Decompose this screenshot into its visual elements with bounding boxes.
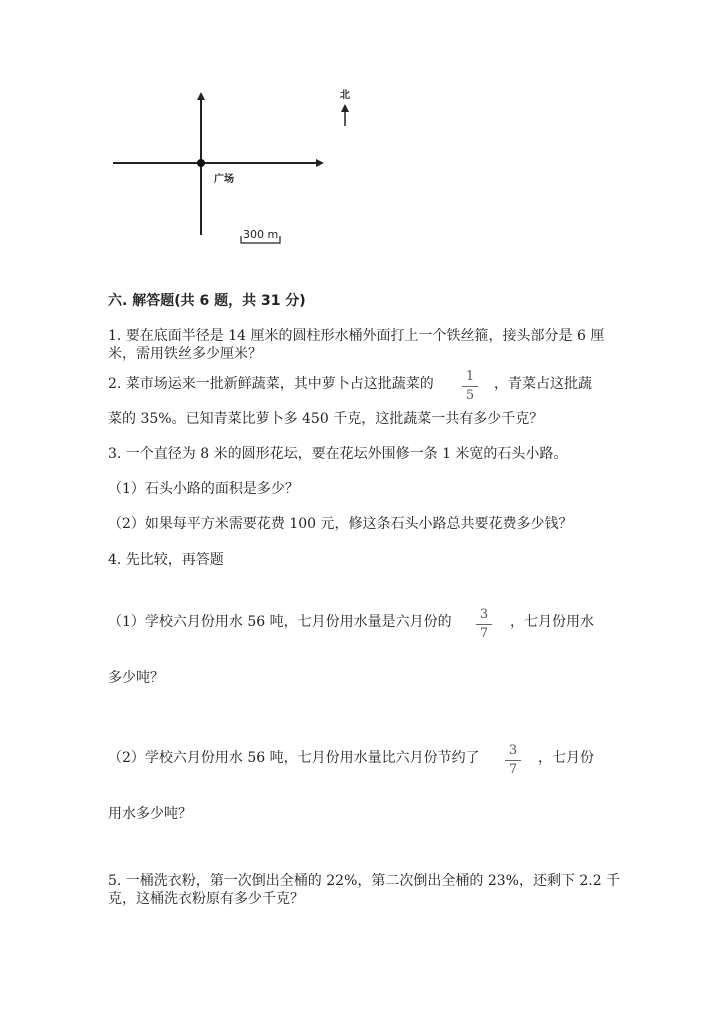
question-4-sub-2-after: ，七月份 [538, 750, 594, 766]
fraction-bar [476, 624, 492, 625]
fraction-numerator: 1 [465, 369, 475, 384]
question-4-title: 4. 先比较，再答题 [108, 552, 224, 568]
fraction-bar [505, 760, 521, 761]
plaza-point [197, 159, 205, 167]
question-2-fraction [462, 370, 478, 403]
fraction-denominator: 7 [479, 626, 489, 641]
question-3-sub-2: （2）如果每平方米需要花费 100 元，修这条石头小路总共要花费多少钱？ [108, 516, 573, 532]
question-2-line-1-after: ，青菜占这批蔬 [494, 376, 592, 392]
section-title: 六. 解答题(共 6 题，共 31 分) [108, 293, 306, 309]
question-4-sub-2-fraction [505, 744, 521, 777]
question-4-sub-2-line-2: 用水多少吨？ [108, 806, 192, 822]
question-3-sub-1: （1）石头小路的面积是多少？ [108, 481, 299, 497]
north-label: 北 [340, 90, 350, 101]
fraction-numerator: 3 [479, 607, 489, 622]
question-1-line-1: 1. 要在底面半径是 14 厘米的圆柱形水桶外面打上一个铁丝箍，接头部分是 6 厘 [108, 328, 605, 344]
map-diagram [0, 0, 720, 260]
plaza-label: 广场 [214, 174, 234, 185]
question-5-line-2: 克，这桶洗衣粉原有多少千克？ [108, 891, 304, 907]
question-4-sub-2-before: （2）学校六月份用水 56 吨，七月份用水量比六月份节约了 [108, 750, 480, 766]
question-3-line-1: 3. 一个直径为 8 米的圆形花坛，要在花坛外围修一条 1 米宽的石头小路。 [108, 446, 568, 462]
question-4-sub-1-fraction [476, 608, 492, 641]
fraction-bar [462, 386, 478, 387]
question-4-sub-1-line-2: 多少吨？ [108, 670, 164, 686]
question-4-sub-1-after: ，七月份用水 [510, 614, 594, 630]
scale-label: 300 m [243, 228, 279, 241]
fraction-denominator: 5 [465, 388, 475, 403]
fraction-denominator: 7 [508, 762, 518, 777]
question-2-line-2: 菜的 35%。已知青菜比萝卜多 450 千克，这批蔬菜一共有多少千克？ [108, 411, 544, 427]
question-5-line-1: 5. 一桶洗衣粉，第一次倒出全桶的 22%，第二次倒出全桶的 23%，还剩下 2.2 千 [108, 873, 621, 889]
question-1-line-2: 米，需用铁丝多少厘米？ [108, 346, 262, 362]
fraction-numerator: 3 [508, 743, 518, 758]
question-4-sub-1-before: （1）学校六月份用水 56 吨，七月份用水量是六月份的 [108, 614, 452, 630]
question-2-line-1-before: 2. 菜市场运来一批新鲜蔬菜，其中萝卜占这批蔬菜的 [108, 376, 434, 392]
